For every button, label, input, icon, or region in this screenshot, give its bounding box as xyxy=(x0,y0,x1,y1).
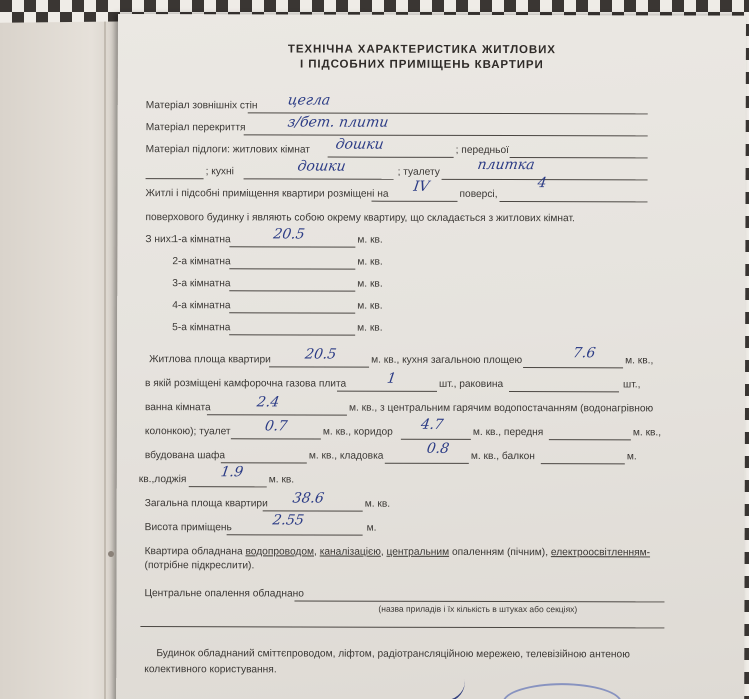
hall-cover-label: ; передньої xyxy=(455,144,509,157)
loggia-label: кв.,лоджія xyxy=(138,474,187,486)
floor-cover-value: дошки xyxy=(334,136,385,153)
room-2-line xyxy=(229,268,355,269)
walls-value: цегла xyxy=(286,92,332,109)
central-heating-hint: (назва приладів і їх кількість в штуках або секціях) xyxy=(378,603,578,615)
room-3-unit: м. кв. xyxy=(357,278,383,290)
corridor-value: 4.7 xyxy=(419,416,445,433)
signature-mark xyxy=(415,680,467,699)
title-line-1: ТЕХНІЧНА ХАРАКТЕРИСТИКА ЖИТЛОВИХ xyxy=(287,43,556,57)
equipment-central: центральним xyxy=(386,546,450,558)
equipment-electric: електроосвітленням- xyxy=(550,547,651,559)
central-heating-line xyxy=(294,600,664,602)
stove-label: в якій розміщені камфорочна газова плита xyxy=(145,378,347,390)
equipment-sewer: каналізацією xyxy=(319,546,381,558)
hall-label: м. кв., передня xyxy=(472,426,544,439)
pantry-label: м. кв., кладовка xyxy=(308,450,384,462)
toilet-cover-value: плитка xyxy=(476,156,536,174)
bath-value: 2.4 xyxy=(255,394,281,411)
slab-label: Матеріал перекриття xyxy=(145,122,246,134)
total-area-label: Загальна площа квартири xyxy=(144,498,268,510)
room-3-label: 3-а кімнатна xyxy=(172,278,231,290)
kitchen-area-label: м. кв., кухня загальною площею xyxy=(371,354,523,367)
room-4-unit: м. кв. xyxy=(357,300,383,312)
bath-label: ванна кімната xyxy=(144,402,211,414)
room-2-label: 2-а кімнатна xyxy=(172,256,231,268)
equipment-line: Квартира обладнана водопроводом, каналізацією, центральним опаленням (пічним), електроосвітленням- xyxy=(144,546,651,559)
hall-unit: м. кв., xyxy=(632,427,662,439)
loggia-value: 1.9 xyxy=(219,464,245,481)
bath-tail: м. кв., з центральним гарячим водопостачанням (водонагрівною xyxy=(348,402,654,415)
document-title xyxy=(218,42,626,73)
room-1-line xyxy=(229,246,355,247)
page-crease xyxy=(104,22,106,699)
binding-hole xyxy=(108,551,114,557)
building-line-2: колективного користування. xyxy=(144,664,277,676)
room-5-label: 5-а кімнатна xyxy=(172,322,231,334)
storeys-value: 4 xyxy=(536,175,548,192)
bath-line xyxy=(207,414,347,415)
toilet-area-value: 0.7 xyxy=(263,418,289,435)
slab-value: з/бет. плити xyxy=(286,114,390,131)
loggia-line xyxy=(189,486,267,487)
toilet-cover-label: ; туалету xyxy=(397,166,440,178)
height-value: 2.55 xyxy=(271,512,305,529)
stove-unit: шт., раковина xyxy=(439,378,504,391)
room-5-unit: м. кв. xyxy=(357,322,383,334)
living-area-line xyxy=(269,366,369,367)
stove-value: 1 xyxy=(385,370,398,387)
kitchen-cover-label: ; кухні xyxy=(205,166,234,178)
floor-label: поверсі, xyxy=(459,188,498,200)
loggia-unit: м. кв. xyxy=(268,474,295,486)
living-area-value: 20.5 xyxy=(303,346,338,363)
room-3-line xyxy=(229,290,355,291)
balcony-label: м. кв., балкон xyxy=(470,450,535,463)
total-area-unit: м. кв. xyxy=(364,498,391,510)
wardrobe-label: вбудована шафа xyxy=(144,450,226,462)
room-4-line xyxy=(229,312,355,313)
balcony-unit: м. xyxy=(626,451,637,463)
central-heating-line-2 xyxy=(140,626,664,628)
equipment-water: водопроводом xyxy=(245,546,315,558)
room-5-line xyxy=(229,334,355,335)
height-line xyxy=(227,534,363,535)
room-1-label: 1-а кімнатна xyxy=(172,234,231,246)
kitchen-area-line xyxy=(523,367,623,368)
equipment-heating: опаленням (пічним), xyxy=(451,546,549,559)
hall-line xyxy=(549,439,631,440)
facing-page xyxy=(0,21,132,699)
pantry-line xyxy=(385,463,469,464)
corridor-line xyxy=(401,439,471,440)
room-1-unit: м. кв. xyxy=(357,234,383,246)
extra-cover-line xyxy=(146,178,204,179)
toilet-label: колонкою); туалет xyxy=(144,426,231,438)
kitchen-area-value: 7.6 xyxy=(571,345,597,362)
floor-cover-label: Матеріал підлоги: житлових кімнат xyxy=(145,144,310,156)
document-sheet xyxy=(116,14,746,699)
height-label: Висота приміщень xyxy=(144,522,232,534)
slab-line xyxy=(244,134,648,136)
stamp-mark xyxy=(502,683,622,699)
room-2-unit: м. кв. xyxy=(357,256,383,268)
sink-unit: шт., xyxy=(623,379,641,391)
equipment-lead: Квартира обладнана xyxy=(144,546,243,558)
room-1-value: 20.5 xyxy=(272,226,306,243)
walls-label: Матеріал зовнішніх стін xyxy=(145,100,258,112)
corridor-label: м. кв., коридор xyxy=(322,426,393,438)
kitchen-area-unit: м. кв., xyxy=(625,355,654,367)
rooms-intro: З них: xyxy=(145,234,174,246)
balcony-line xyxy=(541,463,625,464)
building-line-1: Будинок обладнаний сміттєпроводом, ліфтом, радіотрансляційною мережею, телевізійною антеною xyxy=(156,648,630,661)
title-line-2: І ПІДСОБНИХ ПРИМІЩЕНЬ КВАРТИРИ xyxy=(300,58,544,72)
storeys-line xyxy=(500,201,648,202)
height-unit: м. xyxy=(366,522,377,534)
room-4-label: 4-а кімнатна xyxy=(172,300,231,312)
total-area-value: 38.6 xyxy=(291,490,326,507)
toilet-area-line xyxy=(231,438,321,439)
sink-line xyxy=(509,391,619,392)
wardrobe-line xyxy=(221,462,307,463)
equipment-note: (потрібне підкреслити). xyxy=(144,560,255,572)
kitchen-cover-line xyxy=(244,178,394,179)
living-area-label: Житлова площа квартири xyxy=(149,354,271,366)
location-label: Житлі і підсобні приміщення квартири розміщені на xyxy=(145,188,389,200)
central-heating-label: Центральне опалення обладнано xyxy=(144,588,304,600)
floor-number-line xyxy=(372,201,458,202)
location-line-2: поверхового будинку і являють собою окрему квартиру, що складається з житлових кімнат. xyxy=(145,212,575,225)
pantry-value: 0.8 xyxy=(425,440,451,457)
floor-number-value: IV xyxy=(412,178,431,195)
kitchen-cover-value: дошки xyxy=(296,158,347,175)
stove-line xyxy=(337,391,437,392)
